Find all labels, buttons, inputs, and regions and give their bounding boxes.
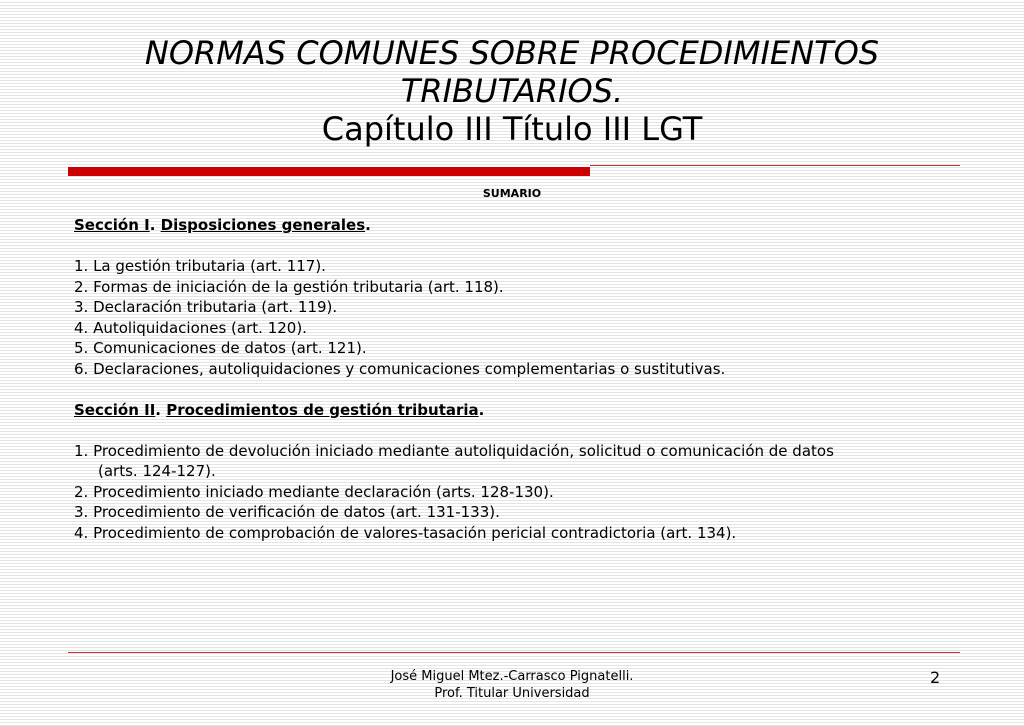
list-item: 2. Procedimiento iniciado mediante declaración (arts. 128-130). (74, 482, 554, 501)
divider-thin-top (590, 165, 960, 166)
list-item: 4. Procedimiento de comprobación de valores-tasación pericial contradictoria (art. 134). (74, 523, 737, 542)
footer-author: José Miguel Mtez.-Carrasco Pignatelli. (390, 669, 634, 684)
section-2-title: Procedimientos de gestión tributaria (166, 400, 479, 419)
page-number: 2 (930, 668, 941, 687)
section-2-label: Sección II (74, 400, 156, 419)
list-item: 2. Formas de iniciación de la gestión tributaria (art. 118). (74, 277, 504, 296)
list-item-continuation: (arts. 124-127). (98, 462, 216, 480)
list-item: 1. Procedimiento de devolución iniciado mediante autoliquidación, solicitud o comunicación de datos (74, 441, 834, 460)
list-item: 5. Comunicaciones de datos (art. 121). (74, 339, 367, 357)
divider-bottom (68, 652, 960, 653)
footer (0, 668, 1024, 702)
section-1-heading: Sección I. Disposiciones generales. (74, 216, 371, 234)
list-item: 6. Declaraciones, autoliquidaciones y comunicaciones complementarias o sustitutivas. (74, 359, 726, 378)
list-item: 3. Procedimiento de verificación de datos (art. 131-133). (74, 503, 500, 521)
footer-position: Prof. Titular Universidad (434, 686, 590, 701)
list-item: 4. Autoliquidaciones (art. 120). (74, 318, 307, 337)
section-2-heading: Sección II. Procedimientos de gestión tributaria. (74, 400, 485, 419)
list-item: 1. La gestión tributaria (art. 117). (74, 257, 326, 275)
slide-title (60, 34, 964, 148)
divider-thick-red (68, 167, 590, 176)
title-line-2: TRIBUTARIOS. (400, 72, 624, 110)
summary-heading: SUMARIO (482, 187, 542, 200)
section-1-title: Disposiciones generales (160, 216, 366, 234)
section-1-label: Sección I (74, 216, 150, 234)
summary-body (74, 215, 974, 543)
list-item: 3. Declaración tributaria (art. 119). (74, 298, 338, 316)
title-line-1: NORMAS COMUNES SOBRE PROCEDIMIENTOS (144, 34, 880, 72)
title-line-3: Capítulo III Título III LGT (321, 110, 703, 148)
